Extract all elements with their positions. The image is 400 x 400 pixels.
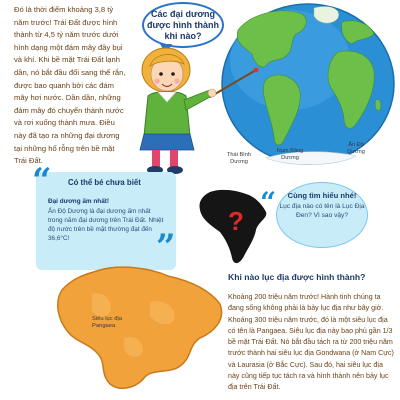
did-you-know-title: Có thể bé chưa biết bbox=[68, 178, 141, 187]
pointer-tip bbox=[254, 68, 259, 73]
continents-body: Khoảng 200 triệu năm trước! Hành tinh chúng ta đang sống không phải là bảy lục địa như bây giờ. Khoảng 300 triệu năm trước, đó là một siêu lục địa có tên là Pangaea. Siêu lục địa này bao phủ gần 1/3 bề mặt Trái Đất. Nó bắt đầu tách ra từ 200 triệu năm trước thành hai siêu lục địa Gondwana (ở Nam Cực) và Laurasia (ở Bắc Cực). Sau đó, hai siêu lục địa này cũng tiếp tục tách ra và hình thành nên bảy lục địa trên Trái Đất. bbox=[228, 293, 394, 392]
did-you-know-subtitle: Đại dương ấm nhất! bbox=[48, 198, 110, 205]
did-you-know-body: Ấn Độ Dương là đại dương ấm nhất trong năm đại dương trên Trái Đất. Nhiệt độ nước trên bề mặt thường đạt đến 36,6°C! bbox=[48, 208, 164, 242]
pangaea-shape bbox=[58, 267, 222, 388]
curious-bubble bbox=[276, 182, 368, 248]
girl-skirt bbox=[140, 134, 194, 150]
intro-paragraph: Đó là thời điểm khoảng 3,8 tỷ năm trước! Trái Đất được hình thành từ 4,5 tỷ năm trước dưới hình dạng một đám mây đầy bụi và khí. Khi bề mặt Trái Đất lạnh dần, nó bắt đầu đổi sang thể rắn, được bao quanh bởi các đám mây hơi nước. Dần dần, những đám mây đó chuyển thành nước và rơi xuống thành mưa. Điều này đã tạo ra những đại dương tại những hố rỗng trên bề mặt Trái Đất. bbox=[14, 5, 126, 166]
label-southern: Nam Băng Dương bbox=[276, 148, 304, 161]
girl-cheek-right bbox=[174, 78, 179, 83]
girl-cheek-left bbox=[154, 78, 159, 83]
girl-leg-left bbox=[152, 150, 160, 168]
girl-eye-right bbox=[171, 72, 175, 76]
land-madagascar bbox=[375, 100, 381, 111]
curious-body: Lục địa nào có tên là Lục Địa Đen? Vì sao vậy? bbox=[279, 203, 365, 219]
label-indian: Ấn Độ Dương bbox=[347, 142, 365, 155]
pangaea-map bbox=[40, 262, 230, 400]
open-quote-icon: “ bbox=[32, 161, 52, 201]
curious-title: Cùng tìm hiểu nhé! bbox=[287, 191, 357, 200]
curious-quote-icon: “ bbox=[260, 186, 277, 219]
label-pacific: Thái Bình Dương bbox=[227, 152, 251, 165]
did-you-know-box bbox=[36, 172, 176, 270]
girl-leg-right bbox=[170, 150, 178, 168]
pangaea-label: Siêu lục địa Pangaea bbox=[92, 316, 122, 329]
girl-character bbox=[130, 44, 230, 176]
girl-eye-left bbox=[159, 72, 163, 76]
girl-hand bbox=[208, 89, 216, 97]
continents-heading: Khi nào lục địa được hình thành? bbox=[228, 272, 366, 282]
speech-bubble-text: Các đại dương được hình thành khi nào? bbox=[147, 8, 219, 41]
close-quote-icon: ” bbox=[156, 227, 176, 267]
question-mark-icon: ? bbox=[228, 206, 244, 236]
land-greenland bbox=[314, 6, 339, 23]
